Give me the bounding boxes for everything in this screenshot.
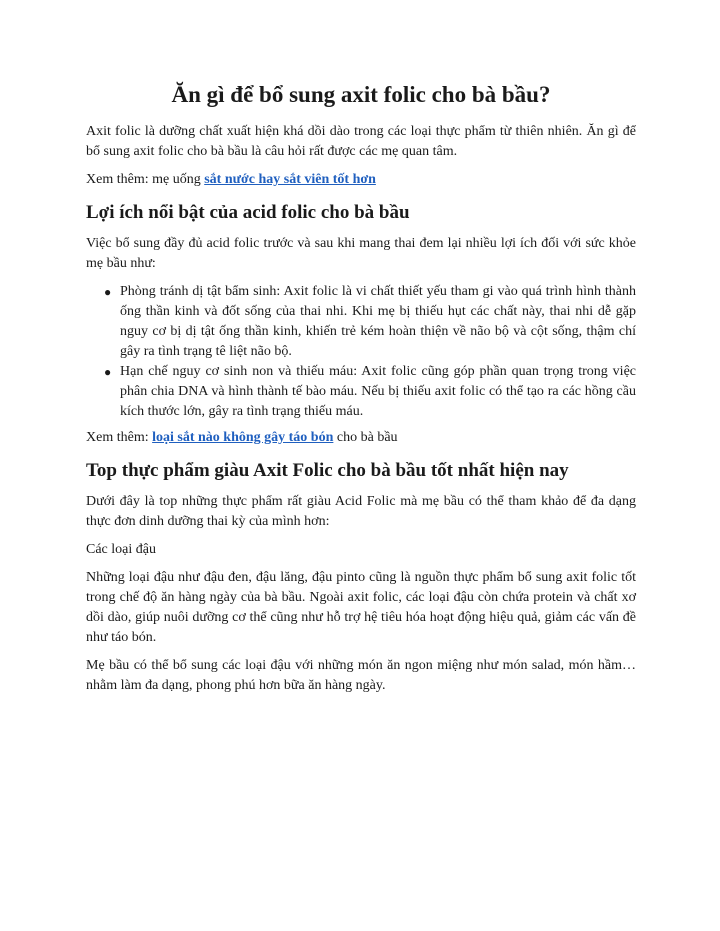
benefits-list [86,282,636,422]
document-page [86,80,636,704]
list-item [104,282,636,362]
bullet-icon: ● [104,285,112,299]
subheading-beans: Các loại đậu [86,542,156,557]
see-also-suffix: cho bà bầu [333,430,398,445]
list-item [104,362,636,422]
page-title: Ăn gì để bổ sung axit folic cho bà bầu? [171,82,551,107]
list-item-text: Hạn chế nguy cơ sinh non và thiếu máu: Axit folic cũng góp phần quan trọng trong việc phân chia DNA và hình thành tế bào máu. Nếu bị thiếu axit folic có thể tạo ra các hồng cầu kích thước lớn, gây ra tình trạng thiếu máu. [120,364,636,419]
see-also-prefix: Xem thêm: [86,430,153,445]
link-iron-liquid-vs-tablet[interactable]: sắt nước hay sắt viên tốt hơn [204,172,376,187]
see-also-line-1 [86,170,636,190]
section-heading-top-foods: Top thực phẩm giàu Axit Folic cho bà bầu tốt nhất hiện nay [86,460,569,481]
link-iron-no-constipation[interactable]: loại sắt nào không gây táo bón [152,430,334,445]
intro-paragraph: Axit folic là dưỡng chất xuất hiện khá dồi dào trong các loại thực phẩm từ thiên nhiên. Ăn gì để bổ sung axit folic cho bà bầu là câu hỏi rất được các mẹ quan tâm. [86,124,636,159]
beans-paragraph-1: Những loại đậu như đậu đen, đậu lăng, đậu pinto cũng là nguồn thực phẩm bổ sung axit folic tốt trong chế độ ăn hàng ngày của bà bầu. Ngoài axit folic, các loại đậu còn chứa protein và chất xơ dồi dào, giúp nuôi dưỡng cơ thể cũng như hỗ trợ hệ tiêu hóa hoạt động hiệu quả, giảm các vấn đề như táo bón. [86,570,636,645]
see-also-prefix: Xem thêm: mẹ uống [86,172,205,187]
benefits-intro: Việc bổ sung đầy đủ acid folic trước và sau khi mang thai đem lại nhiều lợi ích đối với sức khỏe mẹ bầu như: [86,236,636,271]
list-item-text: Phòng tránh dị tật bẩm sinh: Axit folic là vi chất thiết yếu tham gi vào quá trình hình thành ống thần kinh và đốt sống của thai nhi. Khi mẹ bị thiếu hụt các chất này, thai nhi dễ gặp nguy cơ bị dị tật ống thần kinh, khiến trẻ kém hoàn thiện về não bộ và cột sống, thậm chí gây ra tình trạng tê liệt não bộ. [120,284,636,359]
bullet-icon: ● [104,365,112,379]
see-also-line-2 [86,428,636,448]
beans-paragraph-2: Mẹ bầu có thể bổ sung các loại đậu với những món ăn ngon miệng như món salad, món hầm… nhằm làm đa dạng, phong phú hơn bữa ăn hàng ngày. [86,658,636,693]
section-heading-benefits: Lợi ích nổi bật của acid folic cho bà bầu [86,202,410,223]
top-foods-intro: Dưới đây là top những thực phẩm rất giàu Acid Folic mà mẹ bầu có thể tham khảo để đa dạng thực đơn dinh dưỡng thai kỳ của mình hơn: [86,494,636,529]
